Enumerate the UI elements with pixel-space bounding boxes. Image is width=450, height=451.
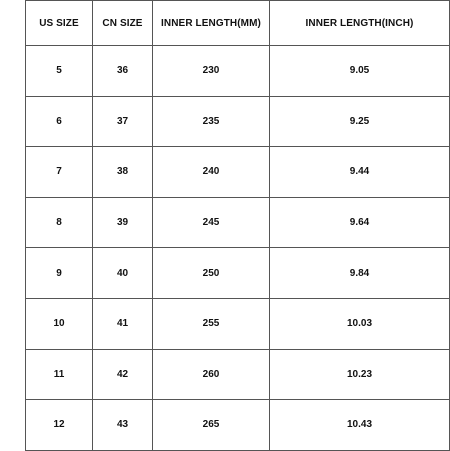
- cell-cn-size: 41: [93, 298, 153, 349]
- header-cn-size: CN SIZE: [93, 1, 153, 46]
- table-row: [26, 147, 450, 198]
- size-chart-table: [25, 0, 450, 451]
- table-row: [26, 298, 450, 349]
- cell-inner-length-mm: 250: [153, 248, 270, 299]
- cell-us-size: 9: [26, 248, 93, 299]
- table-row: [26, 349, 450, 400]
- cell-cn-size: 37: [93, 96, 153, 147]
- cell-cn-size: 36: [93, 46, 153, 97]
- header-row: [26, 1, 450, 46]
- cell-inner-length-inch: 10.43: [270, 400, 450, 451]
- cell-cn-size: 40: [93, 248, 153, 299]
- cell-cn-size: 38: [93, 147, 153, 198]
- cell-inner-length-mm: 265: [153, 400, 270, 451]
- cell-us-size: 7: [26, 147, 93, 198]
- cell-inner-length-mm: 235: [153, 96, 270, 147]
- cell-us-size: 12: [26, 400, 93, 451]
- cell-inner-length-mm: 245: [153, 197, 270, 248]
- table-row: [26, 400, 450, 451]
- cell-us-size: 11: [26, 349, 93, 400]
- header-us-size: US SIZE: [26, 1, 93, 46]
- cell-inner-length-mm: 230: [153, 46, 270, 97]
- cell-us-size: 5: [26, 46, 93, 97]
- cell-inner-length-inch: 9.05: [270, 46, 450, 97]
- cell-us-size: 6: [26, 96, 93, 147]
- cell-inner-length-mm: 255: [153, 298, 270, 349]
- cell-inner-length-inch: 9.84: [270, 248, 450, 299]
- cell-inner-length-inch: 9.44: [270, 147, 450, 198]
- cell-cn-size: 42: [93, 349, 153, 400]
- cell-cn-size: 43: [93, 400, 153, 451]
- cell-us-size: 10: [26, 298, 93, 349]
- cell-inner-length-mm: 240: [153, 147, 270, 198]
- cell-inner-length-inch: 10.03: [270, 298, 450, 349]
- table-row: [26, 197, 450, 248]
- cell-us-size: 8: [26, 197, 93, 248]
- header-inner-length-inch: INNER LENGTH(INCH): [270, 1, 450, 46]
- cell-inner-length-mm: 260: [153, 349, 270, 400]
- table-row: [26, 46, 450, 97]
- cell-cn-size: 39: [93, 197, 153, 248]
- table-row: [26, 248, 450, 299]
- table-row: [26, 96, 450, 147]
- cell-inner-length-inch: 9.64: [270, 197, 450, 248]
- header-inner-length-mm: INNER LENGTH(MM): [153, 1, 270, 46]
- cell-inner-length-inch: 9.25: [270, 96, 450, 147]
- cell-inner-length-inch: 10.23: [270, 349, 450, 400]
